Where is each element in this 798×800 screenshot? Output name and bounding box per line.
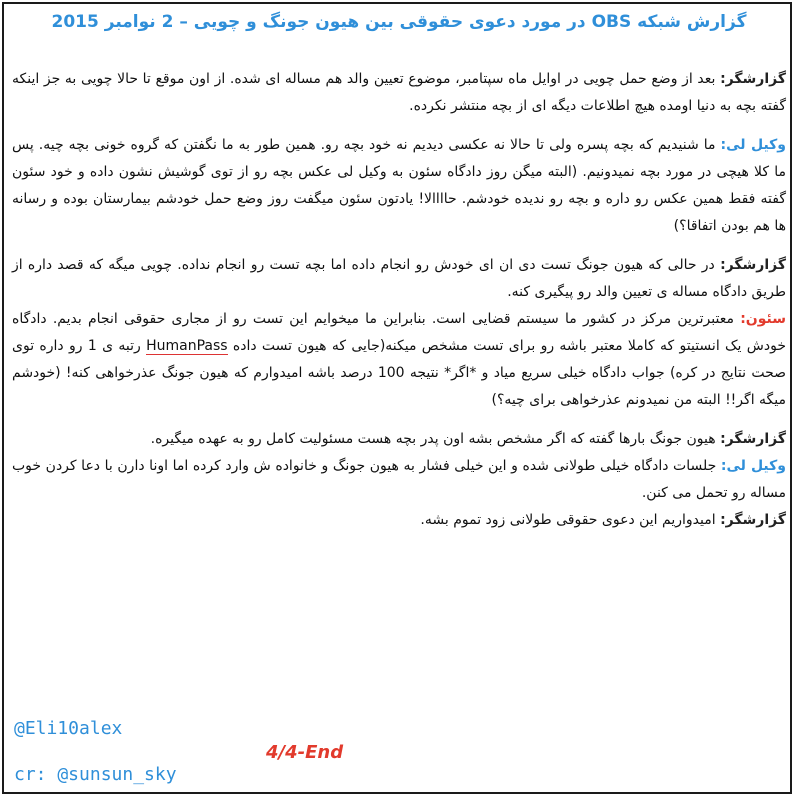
speaker-label: گزارشگر: [720,512,786,528]
transcript [12,66,786,534]
humanpass-highlight: HumanPass [146,338,228,354]
speaker-label: گزارشگر: [720,431,786,447]
paragraph-1 [12,66,786,120]
paragraph-5 [12,426,786,453]
page-title: گزارش شبکه OBS در مورد دعوی حقوقی بین هیون جونگ و چویی – 2 نوامبر 2015 [51,12,747,32]
paragraph-text: بعد از وضع حمل چویی در اوایل ماه سپتامبر، موضوع تعیین والد هم مساله ای شده. از اون موقع تا حالا چویی به جز اینکه گفته بچه به دنیا اومده هیچ اطلاعات دیگه ای از بچه منتشر نکرده. [12,71,786,114]
paragraph-text: هیون جونگ بارها گفته که اگر مشخص بشه اون پدر بچه هست مسئولیت کامل رو به عهده میگیره. [150,431,721,447]
speaker-label: گزارشگر: [720,257,786,273]
paragraph-text: رتبه ی 1 رو داره توی صحت نتایج در کره) جواب دادگاه خیلی سریع میاد و *اگر* نتیجه 100 درصد باشه امیدوارم که هیون جونگ عذرخواهی کنه! (خودشم میگه اگر!! البته من نمیدونم عذرخواهی برای چیه؟) [12,338,787,408]
speaker-label: وکیل لی: [720,458,786,474]
paragraph-2 [12,132,786,240]
speaker-label: وکیل لی: [720,137,787,153]
paragraph-text: معتبرترین مرکز در کشور ما سیستم قضایی است. بنابراین ما میخوایم این تست رو از مجاری حقوقی انجام بدیم. دادگاه خودش یک انستیتو که کاملا معتبر باشه رو برای تست مشخص میکنه(جایی که هیون تست داده [12,311,786,354]
paragraph-text: در حالی که هیون جونگ تست دی ان ای خودش رو انجام داده اما بچه تست رو انجام نداده. چویی میگه که قصد داره از طریق دادگاه مساله ی تعیین والد رو پیگیری کنه. [12,257,786,300]
paragraph-text: ما شنیدیم که بچه پسره ولی تا حالا نه عکسی دیدیم نه خود بچه رو. همین طور به ما نگفتن که گروه خونی بچه چیه. پس ما کلا هیچی در مورد بچه نمیدونیم. (البته میگن روز دادگاه سئون به وکیل لی عکس بچه رو از توی گوشیش نشون داده و خود سئون گفته فقط همین عکس رو داره و بچه رو ندیده خودشم. حاااالا! یادتون سئون میگفت روز وضع حمل خودشم بیمارستان بوده و رسانه ها هم بودن اتفاقا؟) [12,137,786,234]
paragraph-4 [12,306,786,414]
watermark-handle: @Eli10alex [14,718,123,739]
end-label: 4/4-End [266,742,344,763]
paragraph-text: امیدواریم این دعوی حقوقی طولانی زود تموم بشه. [420,512,721,528]
paragraph-3 [12,252,786,306]
paragraph-text: جلسات دادگاه خیلی طولانی شده و این خیلی فشار به هیون جونگ و خانواده ش وارد کرده اما اونا دارن با دعا کردن خوب مساله رو تحمل می کنن. [12,458,786,501]
paragraph-6 [12,453,786,507]
watermark-credit: cr: @sunsun_sky [14,764,177,785]
speaker-label: سئون: [740,311,786,327]
paragraph-7 [12,507,786,534]
speaker-label: گزارشگر: [720,71,786,87]
